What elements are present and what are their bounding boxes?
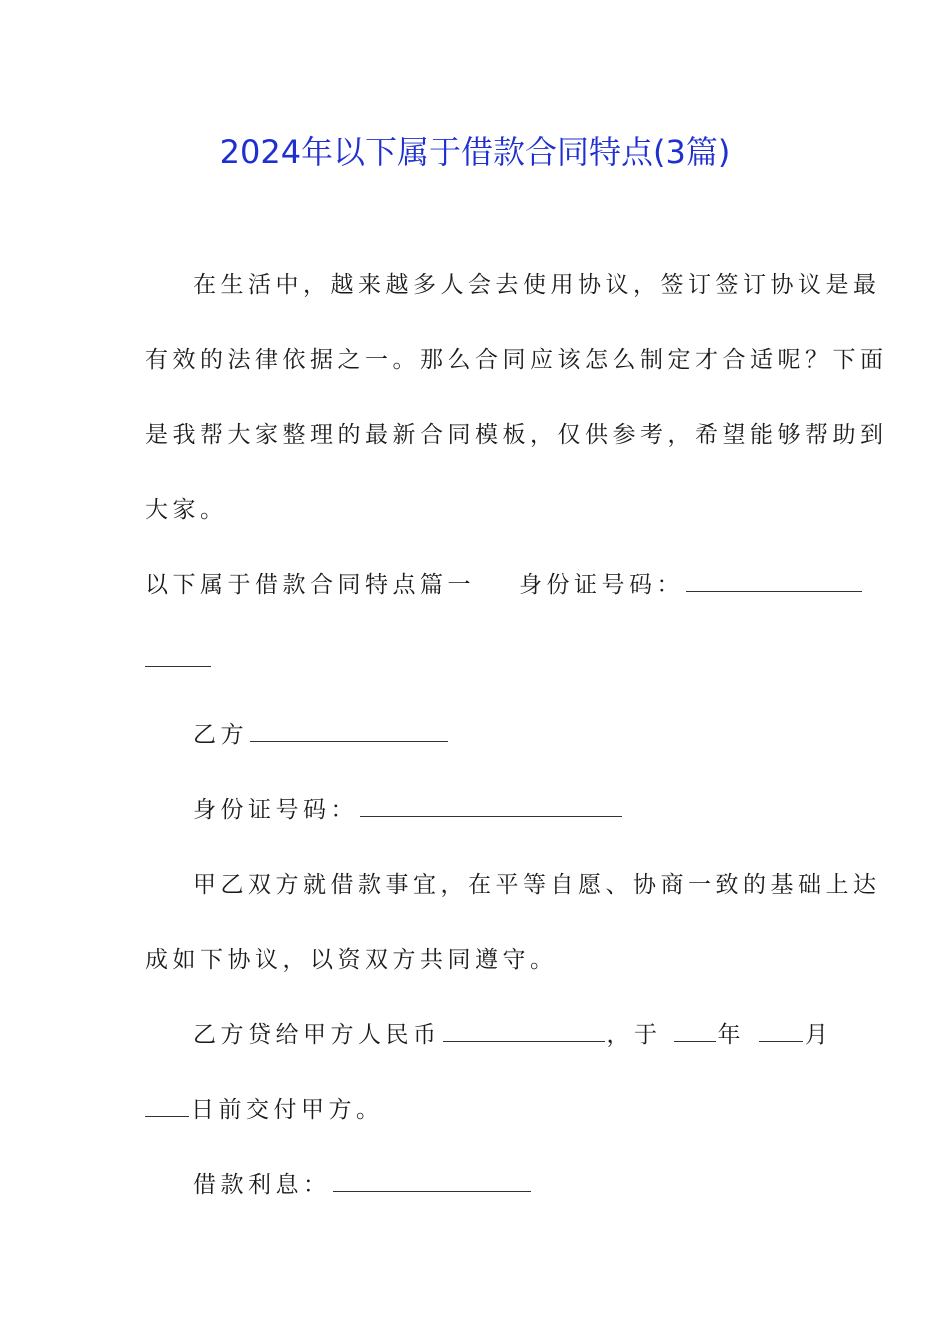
intro-line-4: 大家。 [145, 497, 228, 523]
loan-year-blank[interactable] [674, 1019, 716, 1042]
party-b-name-blank[interactable] [250, 719, 448, 742]
party-b-line [193, 718, 450, 752]
interest-blank[interactable] [333, 1169, 531, 1192]
loan-day-blank[interactable] [145, 1094, 189, 1117]
section-1-line [145, 568, 864, 602]
loan-amount-blank[interactable] [443, 1019, 605, 1042]
document-title: 2024年以下属于借款合同特点(3篇) [219, 133, 731, 171]
intro-line-3: 是我帮大家整理的最新合同模板，仅供参考，希望能够帮助到 [145, 422, 888, 448]
loan-mid: ，于 [606, 1022, 662, 1048]
loan-year-label: 年 [717, 1022, 745, 1048]
party-b-id-label: 身份证号码： [193, 797, 358, 823]
intro-line-1: 在生活中，越来越多人会去使用协议，签订签订协议是最 [193, 272, 881, 298]
party-b-id-line [193, 793, 624, 827]
agreement-line-2: 成如下协议，以资双方共同遵守。 [145, 947, 558, 973]
intro-line-2: 有效的法律依据之一。那么合同应该怎么制定才合适呢？下面 [145, 347, 888, 373]
loan-month-blank[interactable] [759, 1019, 803, 1042]
interest-label: 借款利息： [193, 1172, 331, 1198]
party-b-label: 乙方 [193, 722, 248, 748]
id-number-blank[interactable] [686, 569, 862, 592]
loan-line-2 [145, 1093, 384, 1127]
loan-suffix: 日前交付甲方。 [191, 1097, 384, 1123]
loan-prefix: 乙方贷给甲方人民币 [193, 1022, 441, 1048]
section-1-heading: 以下属于借款合同特点篇一 [145, 572, 475, 598]
agreement-line-1: 甲乙双方就借款事宜，在平等自愿、协商一致的基础上达 [193, 872, 881, 898]
interest-line [193, 1168, 533, 1202]
loan-month-label: 月 [805, 1022, 833, 1048]
id-number-blank-continued-line [145, 643, 213, 677]
party-b-id-blank[interactable] [360, 794, 622, 817]
section-1-id-label: 身份证号码： [519, 572, 684, 598]
loan-line [193, 1018, 833, 1052]
id-number-blank-continued[interactable] [145, 644, 211, 667]
